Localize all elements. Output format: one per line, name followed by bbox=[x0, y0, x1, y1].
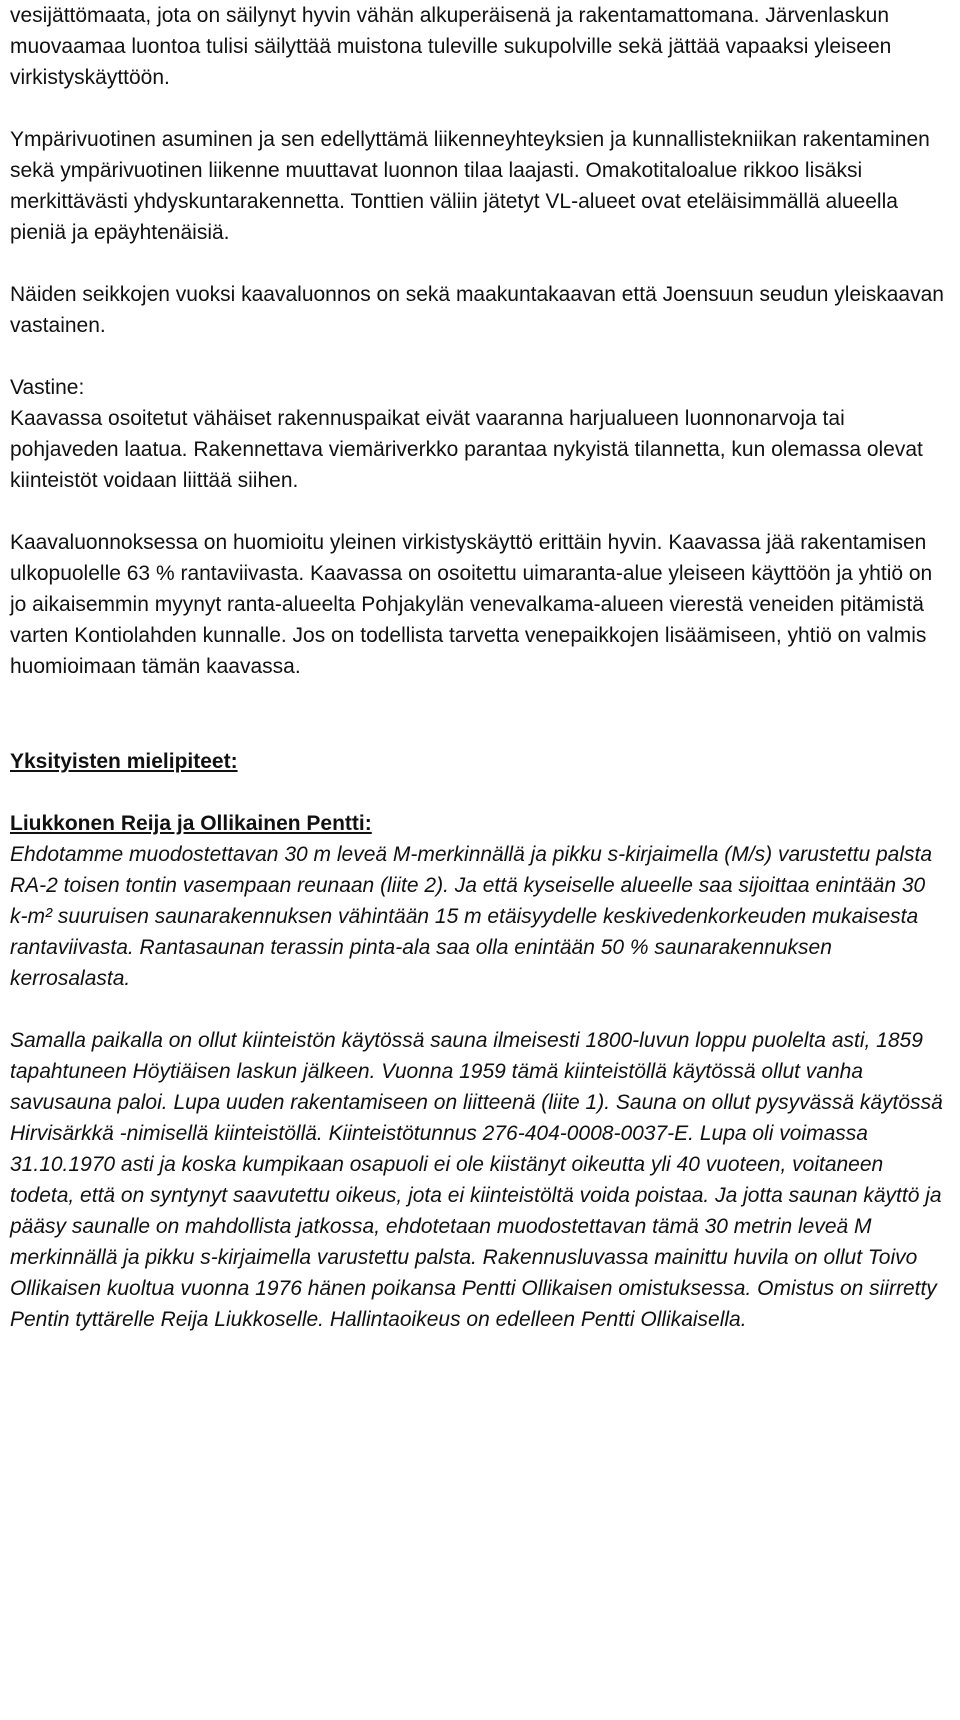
paragraph-spacer bbox=[10, 496, 946, 527]
paragraph-spacer bbox=[10, 777, 946, 808]
paragraph-proposal: Ehdotamme muodostettavan 30 m leveä M-merkinnällä ja pikku s-kirjaimella (M/s) varustettu palsta RA-2 toisen tontin vasempaan reunaan (liite 2). Ja että kyseiselle alueelle saa sijoittaa enintään 30 k-m² suuruisen saunarakennuksen vähintään 15 m etäisyydelle keskivedenkorkeuden mukaisesta rantaviivasta. Rantasaunan terassin pinta-ala saa olla enintään 50 % saunarakennuksen kerrosalasta. bbox=[10, 843, 933, 990]
paragraph-spacer bbox=[10, 994, 946, 1025]
paragraph-spacer bbox=[10, 93, 946, 124]
section-heading-private-opinions: Yksityisten mielipiteet: bbox=[10, 750, 238, 773]
paragraph-year-round-living: Ympärivuotinen asuminen ja sen edellyttämä liikenneyhteyksien ja kunnallistekniikan rakentaminen sekä ympärivuotinen liikenne muuttavat luonnon tilaa laajasti. Omakotitaloalue rikkoo lisäksi merkittävästi yhdyskuntarakennetta. Tonttien väliin jätetyt VL-alueet ovat eteläisimmällä alueella pieniä ja epäyhtenäisiä. bbox=[10, 128, 930, 244]
paragraph-response-groundwater: Kaavassa osoitetut vähäiset rakennuspaikat eivät vaaranna harjualueen luonnonarvoja tai pohjaveden laatua. Rakennettava viemäriverkko parantaa nykyistä tilannetta, kun olemassa olevat kiinteistöt voidaan liittää siihen. bbox=[10, 407, 923, 492]
paragraph-plan-conflict: Näiden seikkojen vuoksi kaavaluonnos on sekä maakuntakaavan että Joensuun seudun yleiskaavan vastainen. bbox=[10, 283, 944, 337]
person-heading: Liukkonen Reija ja Ollikainen Pentti: bbox=[10, 812, 372, 835]
section-spacer bbox=[10, 682, 946, 746]
paragraph-sauna-history: Samalla paikalla on ollut kiinteistön käytössä sauna ilmeisesti 1800-luvun loppu puolelta asti, 1859 tapahtuneen Höytiäisen laskun jälkeen. Vuonna 1959 tämä kiinteistöllä käytössä ollut vanha savusauna paloi. Lupa uuden rakentamiseen on liitteenä (liite 1). Sauna on ollut pysyvässä käytössä Hirvisärkkä -nimisellä kiinteistöllä. Kiinteistötunnus 276-404-0008-0037-E. Lupa oli voimassa 31.10.1970 asti ja koska kumpikaan osapuoli ei ole kiistänyt oikeutta yli 40 vuoteen, voitaneen todeta, että on syntynyt saavutettu oikeus, jota ei kiinteistöltä voida poistaa. Ja jotta saunan käyttö ja pääsy saunalle on mahdollista jatkossa, ehdotetaan muodostettavan tämä 30 metrin leveä M merkinnällä ja pikku s-kirjaimella varustettu palsta. Rakennusluvassa mainittu huvila on ollut Toivo Ollikaisen kuoltua vuonna 1976 hänen poikansa Pentti Ollikaisen omistuksessa. Omistus on siirretty Pentin tyttärelle Reija Liukkoselle. Hallintaoikeus on edelleen Pentti Ollikaisella. bbox=[10, 1029, 943, 1331]
paragraph-spacer bbox=[10, 341, 946, 372]
paragraph-spacer bbox=[10, 248, 946, 279]
paragraph-shoreline: vesijättömaata, jota on säilynyt hyvin vähän alkuperäisenä ja rakentamattomana. Järvenlaskun muovaamaa luontoa tulisi säilyttää muistona tuleville sukupolville sekä jättää vapaaksi yleiseen virkistyskäyttöön. bbox=[10, 4, 892, 89]
vastine-label: Vastine: bbox=[10, 376, 85, 399]
paragraph-response-recreation: Kaavaluonnoksessa on huomioitu yleinen virkistyskäyttö erittäin hyvin. Kaavassa jää rakentamisen ulkopuolelle 63 % rantaviivasta. Kaavassa on osoitettu uimaranta-alue yleiseen käyttöön ja yhtiö on jo aikaisemmin myynyt ranta-alueelta Pohjakylän venevalkama-alueen vierestä veneiden pitämistä varten Kontiolahden kunnalle. Jos on todellista tarvetta venepaikkojen lisäämiseen, yhtiö on valmis huomioimaan tämän kaavassa. bbox=[10, 531, 933, 678]
